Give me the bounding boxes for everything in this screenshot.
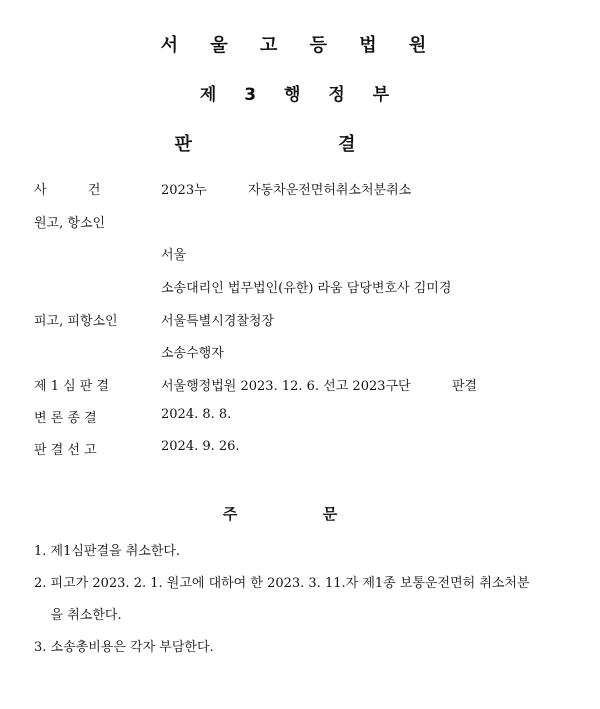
hearing-close-date: 2024. 8. 8. bbox=[161, 407, 232, 422]
division-name: 제 3 행 정 부 bbox=[199, 85, 401, 105]
defendant-value: 서울특별시경찰청장 bbox=[161, 314, 275, 329]
defendant-label: 피고, 피항소인 bbox=[34, 314, 118, 329]
judgment-date: 2024. 9. 26. bbox=[161, 439, 240, 454]
order-item: 2. 피고가 2023. 2. 1. 원고에 대하여 한 2023. 3. 11.자 제1종 보통운전면허 취소처분 bbox=[34, 576, 530, 591]
court-name: 서 울 고 등 법 원 bbox=[160, 35, 440, 56]
case-value: 2023누 자동차운전면허취소처분취소 bbox=[161, 183, 412, 198]
order-item: 3. 소송총비용은 각자 부담한다. bbox=[34, 640, 214, 655]
hearing-close-label: 변 론 종 결 bbox=[34, 411, 97, 426]
case-label: 사 건 bbox=[34, 183, 101, 198]
judgment-date-label: 판 결 선 고 bbox=[34, 443, 97, 458]
plaintiff-address: 서울 bbox=[161, 248, 187, 263]
first-instance-label: 제 1 심 판 결 bbox=[34, 379, 110, 394]
plaintiff-label: 원고, 항소인 bbox=[34, 216, 106, 231]
document-type: 판 결 bbox=[174, 134, 426, 155]
order-item-continued: 을 취소한다. bbox=[34, 608, 122, 623]
defendant-agent: 소송수행자 bbox=[161, 346, 224, 361]
order-title: 주 문 bbox=[222, 505, 378, 523]
order-item: 1. 제1심판결을 취소한다. bbox=[34, 544, 181, 559]
first-instance-value: 서울행정법원 2023. 12. 6. 선고 2023구단 판결 bbox=[161, 379, 478, 394]
plaintiff-counsel: 소송대리인 법무법인(유한) 라움 담당변호사 김미경 bbox=[161, 281, 452, 296]
